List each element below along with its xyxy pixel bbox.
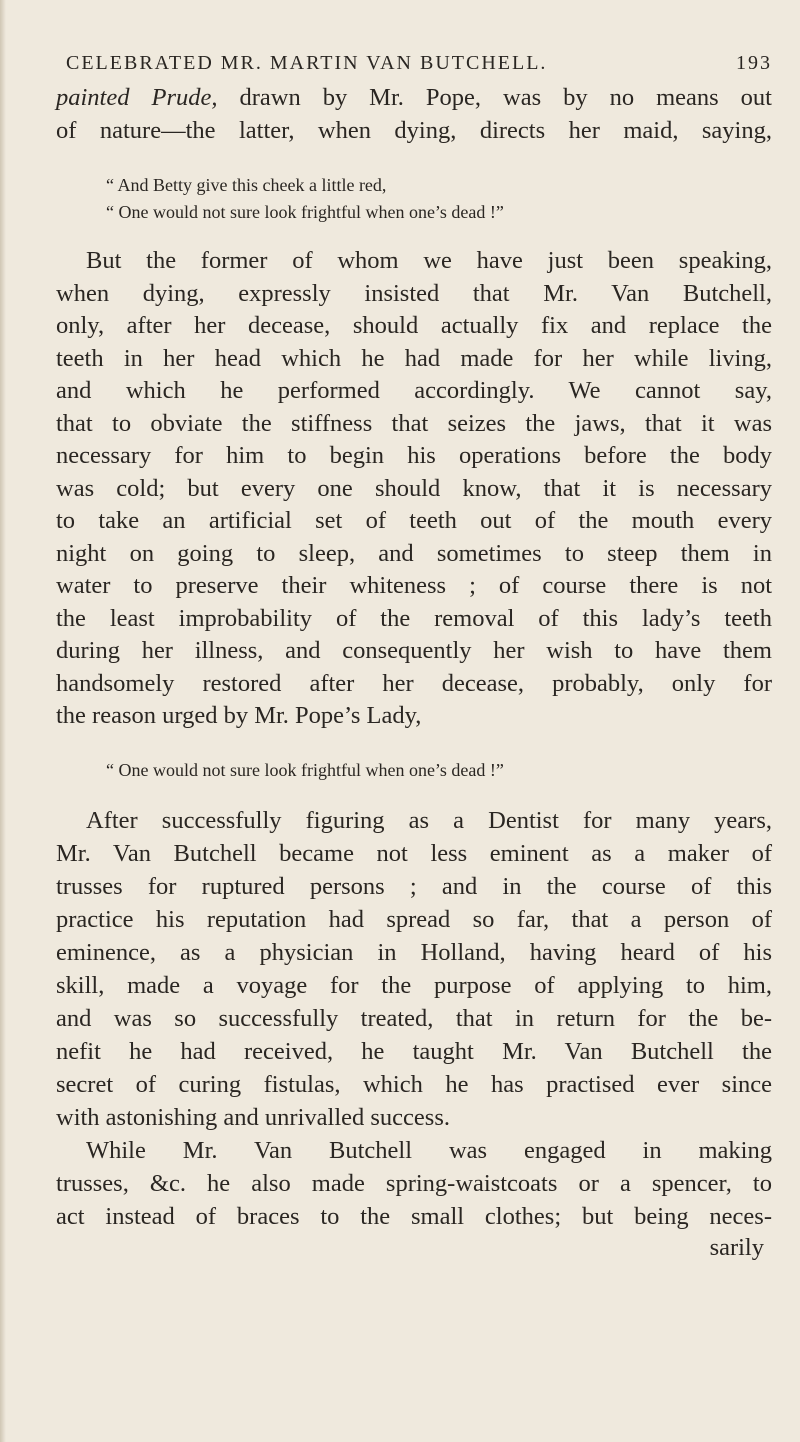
verse-line: “ And Betty give this cheek a little red, — [106, 175, 387, 195]
text-line — [56, 82, 772, 115]
text-line: After successfully figuring as a Dentist for many years, — [86, 807, 772, 834]
text-line: But the former of whom we have just been speaking, — [86, 247, 772, 274]
text-line: act instead of braces to the small clothes; but being neces- — [56, 1203, 772, 1230]
text-line: secret of curing fistulas, which he has practised ever since — [56, 1071, 772, 1098]
text-line: eminence, as a physician in Holland, having heard of his — [56, 939, 772, 966]
text-line: trusses for ruptured persons ; and in the course of this — [56, 873, 772, 900]
running-header — [66, 52, 772, 75]
text-line: skill, made a voyage for the purpose of applying to him, — [56, 972, 772, 999]
text-line: and which he performed accordingly. We cannot say, — [56, 377, 772, 404]
text-line: While Mr. Van Butchell was engaged in making — [86, 1137, 772, 1164]
catchword: sarily — [709, 1234, 764, 1261]
text-line: was cold; but every one should know, that it is necessary — [56, 475, 772, 502]
text-line: night on going to sleep, and sometimes to steep them in — [56, 540, 772, 567]
text-line: the least improbability of the removal of this lady’s teeth — [56, 605, 772, 632]
text-line: of nature—the latter, when dying, directs her maid, saying, — [56, 117, 772, 144]
verse-line: “ One would not sure look frightful when one’s dead !” — [106, 760, 504, 780]
text-line: with astonishing and unrivalled success. — [56, 1104, 450, 1131]
text-line: when dying, expressly insisted that Mr. Van Butchell, — [56, 280, 772, 307]
text-line: teeth in her head which he had made for her while living, — [56, 345, 772, 372]
text-line: to take an artificial set of teeth out of the mouth every — [56, 507, 772, 534]
page-number: 193 — [736, 52, 772, 74]
verse-line: “ One would not sure look frightful when one’s dead !” — [106, 202, 504, 222]
text-line: nefit he had received, he taught Mr. Van Butchell the — [56, 1038, 772, 1065]
text-line: and was so successfully treated, that in return for the be- — [56, 1005, 772, 1032]
text-line: the reason urged by Mr. Pope’s Lady, — [56, 702, 422, 729]
text-line: only, after her decease, should actually fix and replace the — [56, 312, 772, 339]
text-line: trusses, &c. he also made spring-waistcoats or a spencer, to — [56, 1170, 772, 1197]
page-edge — [0, 0, 6, 1442]
text-line: handsomely restored after her decease, probably, only for — [56, 670, 772, 697]
text-line-rest: drawn by Mr. Pope, was by no means out — [217, 84, 772, 111]
text-line: practice his reputation had spread so far, that a person of — [56, 906, 772, 933]
text-line: water to preserve their whiteness ; of course there is not — [56, 572, 772, 599]
text-line: during her illness, and consequently her wish to have them — [56, 637, 772, 664]
text-line: necessary for him to begin his operations before the body — [56, 442, 772, 469]
text-line: Mr. Van Butchell became not less eminent as a maker of — [56, 840, 772, 867]
italic-phrase: painted Prude, — [56, 84, 218, 111]
running-title: CELEBRATED MR. MARTIN VAN BUTCHELL. — [66, 52, 548, 74]
text-line: that to obviate the stiffness that seizes the jaws, that it was — [56, 410, 772, 437]
